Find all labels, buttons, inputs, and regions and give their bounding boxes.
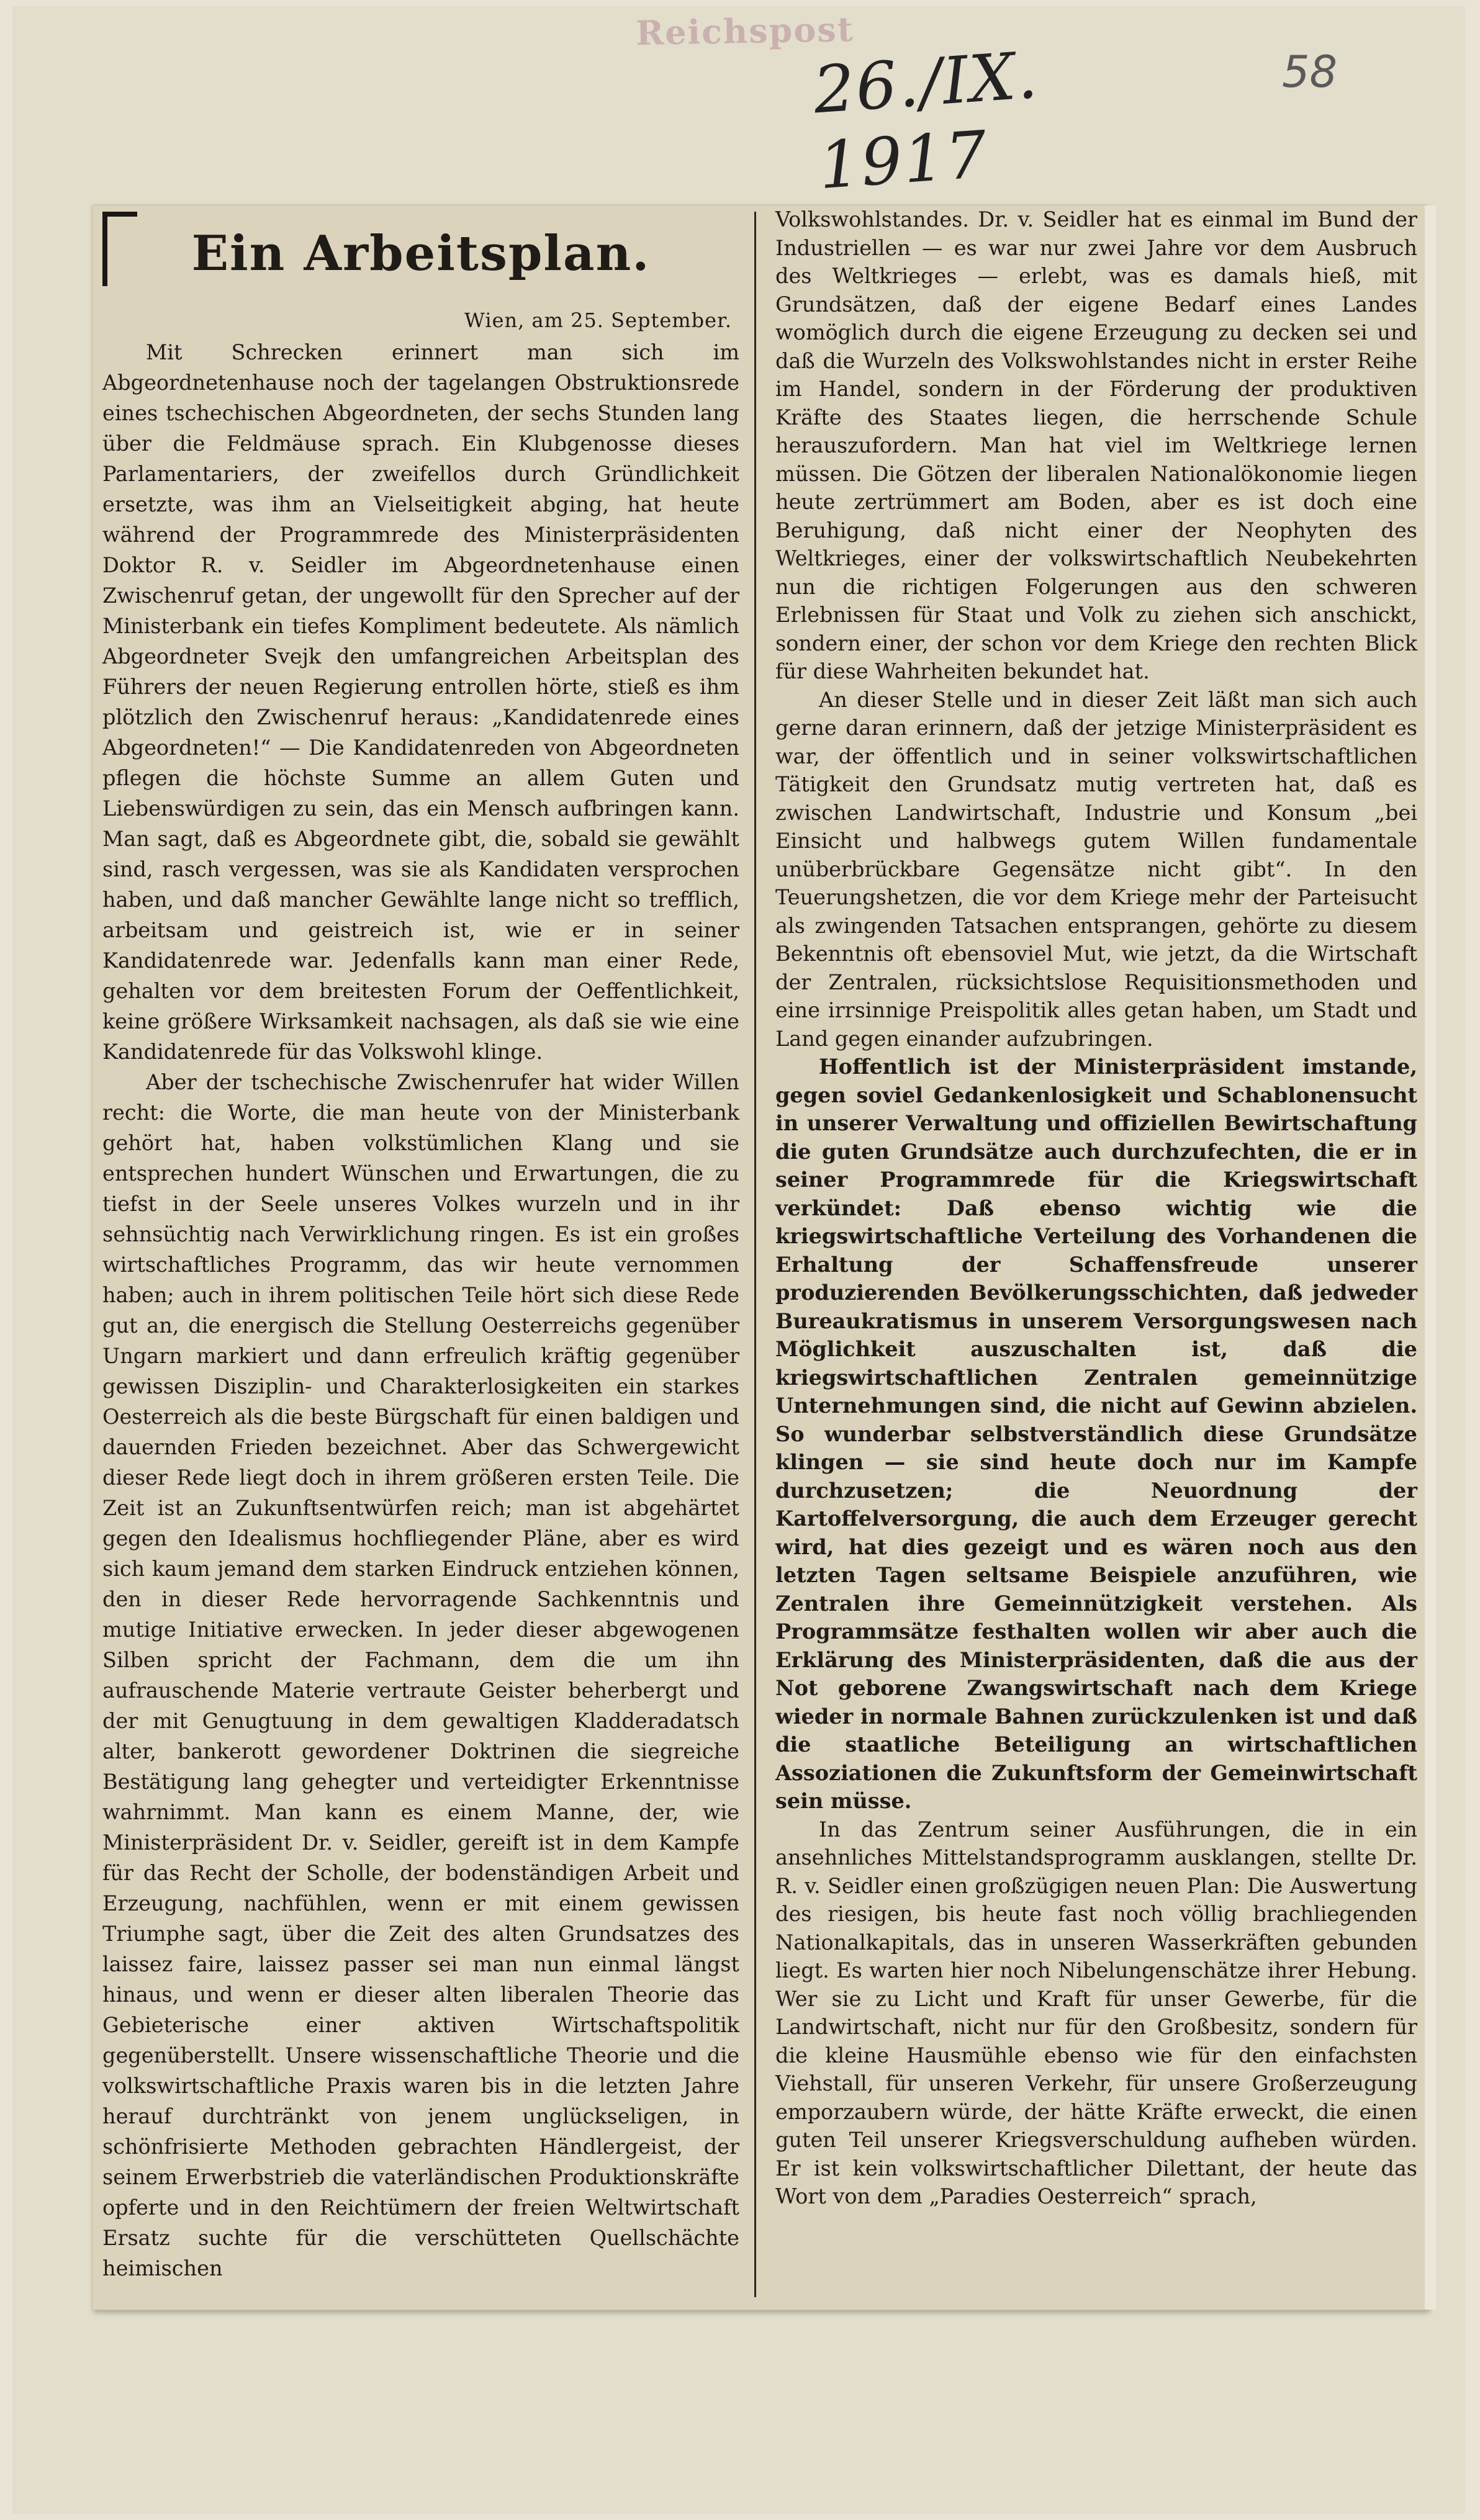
archive-stamp: Reichspost <box>635 9 855 53</box>
right-paragraph-2: An dieser Stelle und in dieser Zeit läßt man sich auch gerne daran erinnern, daß der jetzige Ministerpräsident es war, der öffentlich und in seiner volkswirtschaftlichen Tätigkeit den Grundsatz mutig vertreten hat, daß es zwischen Landwirtschaft, Industrie und Konsum „bei Einsicht und halbwegs gutem Willen fundamentale unüberbrückbare Gegensätze nicht gibt“. In den Teuerungshetzen, die vor dem Kriege mehr der Parteisucht als zwingenden Tatsachen entsprangen, gehörte zu diesem Bekenntnis oft ebensoviel Mut, wie jetzt, da die Wirtschaft der Zentralen, rücksichtslose Requisitionsmethoden und eine irrsinnige Preispolitik alles getan haben, um Stadt und Land gegen einander aufzubringen. <box>775 687 1417 1051</box>
newspaper-clipping <box>92 205 1428 2310</box>
handwritten-date: 26./IX. 1917 <box>811 37 1041 204</box>
article-dateline: Wien, am 25. September. <box>464 308 732 332</box>
column-divider <box>754 212 756 2297</box>
right-paragraph-bold: Hoffentlich ist der Ministerpräsident imstande, gegen soviel Gedankenlosigkeit und Schablonensucht in unserer Verwaltung und offiziellen Bewirtschaftung die guten Grundsätze auch durchzufechten, die er in seiner Programmrede für die Kriegswirtschaft verkündet: Daß ebenso wichtig wie die kriegswirtschaftliche Verteilung des Vorhandenen die Erhaltung der Schaffensfreude unserer produzierenden Bevölkerungsschichten, daß jedweder Bureaukratismus in unserem Versorgungswesen nach Möglichkeit auszuschalten ist, daß die kriegswirtschaftlichen Zentralen gemeinnützige Unternehmungen sind, die nicht auf Gewinn abzielen. So wunderbar selbstverständlich diese Grundsätze klingen — sie sind heute doch nur im Kampfe durchzusetzen; die Neuordnung der Kartoffelversorgung, die auch dem Erzeuger gerecht wird, hat dies gezeigt und es wären noch aus den letzten Tagen seltsame Beispiele anzuführen, wie Zentralen ihre Gemeinnützigkeit verstehen. Als Programmsätze festhalten wollen wir aber auch die Erklärung des Ministerpräsidenten, daß die aus der Not geborene Zwangswirtschaft nach dem Kriege wieder in normale Bahnen zurückzulenken ist und daß die staatliche Beteiligung an wirtschaftlichen Assoziationen die Zukunftsform der Gemeinwirtschaft sein müsse. <box>775 1055 1417 1813</box>
paper-edge <box>1425 205 1436 2310</box>
left-paragraph-1: Mit Schrecken erinnert man sich im Abgeordnetenhause noch der tagelangen Obstruktionsrede eines tschechischen Abgeordneten, der sechs Stunden lang über die Feldmäuse sprach. Ein Klubgenosse dieses Parlamentariers, der zweifellos durch Gründlichkeit ersetzte, was ihm an Vielseitigkeit abging, hat heute während der Programmrede des Ministerpräsidenten Doktor R. v. Seidler im Abgeordnetenhause einen Zwischenruf getan, der ungewollt für den Sprecher auf der Ministerbank ein tiefes Kompliment bedeutete. Als nämlich Abgeordneter Svejk den umfangreichen Arbeitsplan des Führers der neuen Regierung entrollen hörte, stieß es ihm plötzlich den Zwischenruf heraus: „Kandidatenrede eines Abgeordneten!“ — Die Kandidatenreden von Abgeordneten pflegen die höchste Summe an allem Guten und Liebenswürdigen zu sein, das ein Mensch aufbringen kann. Man sagt, daß es Abgeordnete gibt, die, sobald sie gewählt sind, rasch vergessen, was sie als Kandidaten versprochen haben, und daß mancher Gewählte lange nicht so trefflich, arbeitsam und geistreich ist, wie er in seiner Kandidatenrede war. Jedenfalls kann man einer Rede, gehalten vor dem breitesten Forum der Oeffentlichkeit, keine größere Wirksamkeit nachsagen, als daß sie wie eine Kandidatenrede für das Volkswohl klinge. <box>102 340 739 1064</box>
article-title: Ein Arbeitsplan. <box>191 225 651 282</box>
headline-bracket <box>102 212 107 286</box>
right-paragraph-1: Volkswohlstandes. Dr. v. Seidler hat es einmal im Bund der Industriellen — es war nur zwei Jahre vor dem Ausbruch des Weltkrieges — erlebt, was es damals hieß, mit Grundsätzen, daß der eigene Bedarf eines Landes womöglich durch die eigene Erzeugung zu decken sei und daß die Wurzeln des Volkswohlstandes nicht in erster Reihe im Handel, sondern in der Förderung der produktiven Kräfte des Staates liegen, die herrschende Schule herauszufordern. Man hat viel im Weltkriege lernen müssen. Die Götzen der liberalen Nationalökonomie liegen heute zertrümmert am Boden, aber es ist doch eine Beruhigung, daß nicht einer der Neophyten des Weltkrieges, einer der volkswirtschaftlich Neubekehrten nun die richtigen Folgerungen aus den schweren Erlebnissen für Staat und Volk zu ziehen sich anschickt, sondern einer, der schon vor dem Kriege den rechten Blick für diese Wahrheiten bekundet hat. <box>775 207 1417 683</box>
page-number: 58 <box>1282 47 1338 97</box>
left-paragraph-2: Aber der tschechische Zwischenrufer hat wider Willen recht: die Worte, die man heute von der Ministerbank gehört hat, haben volkstümlichen Klang und sie entsprechen hundert Wünschen und Erwartungen, die zu tiefst in der Seele unseres Volkes wurzeln und in ihr sehnsüchtig nach Verwirklichung ringen. Es ist ein großes wirtschaftliches Programm, das wir heute vernommen haben; auch in ihrem politischen Teile hört sich diese Rede gut an, die energisch die Stellung Oesterreichs gegenüber Ungarn markiert und dann erfreulich kräftig gegenüber gewissen Disziplin- und Charakterlosigkeiten ein starkes Oesterreich als die beste Bürgschaft für einen baldigen und dauernden Frieden bezeichnet. Aber das Schwergewicht dieser Rede liegt doch in ihrem größeren ersten Teile. Die Zeit ist an Zukunftsentwürfen reich; man ist abgehärtet gegen den Idealismus hochfliegender Pläne, aber es wird sich kaum jemand dem starken Eindruck entziehen können, den in dieser Rede hervorragende Sachkenntnis und mutige Initiative erwecken. In jeder dieser abgewogenen Silben spricht der Fachmann, dem die um ihn aufrauschende Materie vertraute Geister beherbergt und der mit Genugtuung in dem gewaltigen Kladderadatsch alter, bankerott gewordener Doktrinen die siegreiche Bestätigung lang gehegter und verteidigter Erkenntnisse wahrnimmt. Man kann es einem Manne, der, wie Ministerpräsident Dr. v. Seidler, gereift ist in dem Kampfe für das Recht der Scholle, der bodenständigen Arbeit und Erzeugung, nachfühlen, wenn er mit einem gewissen Triumphe sagt, über die Zeit des alten Grundsatzes des laissez faire, laissez passer sei man nun einmal längst hinaus, und wenn er dieser alten liberalen Theorie das Gebieterische einer aktiven Wirtschaftspolitik gegenüberstellt. Unsere wissenschaftliche Theorie und die volkswirtschaftliche Praxis waren bis in die letzten Jahre herauf durchtränkt von jenem unglückseligen, in schönfrisierte Methoden gebrachten Händlergeist, der seinem Erwerbstrieb die vaterländischen Produktionskräfte opferte und in den Reichtümern der freien Weltwirtschaft Ersatz suchte für die verschütteten Quellschächte heimischen <box>102 1070 739 2280</box>
headline-bracket-cap <box>102 212 137 217</box>
article-right-column <box>767 205 1425 2211</box>
article-left-column <box>92 205 751 2284</box>
right-paragraph-final: In das Zentrum seiner Ausführungen, die in ein ansehnliches Mittelstandsprogramm ausklangen, stellte Dr. R. v. Seidler einen großzügigen neuen Plan: Die Auswertung des riesigen, bis heute fast noch völlig brachliegenden Nationalkapitals, das in unseren Wasserkräften gebunden liegt. Es warten hier noch Nibelungenschätze ihrer Hebung. Wer sie zu Licht und Kraft für unser Gewerbe, für die Landwirtschaft, nicht nur für den Großbesitz, sondern für die kleine Hausmühle ebenso wie für den einfachsten Viehstall, für unseren Verkehr, für unsere Großerzeugung emporzaubern würde, der hätte Kräfte erweckt, die einen guten Teil unserer Kriegsverschuldung aufheben würden. Er ist kein volkswirtschaftlicher Dilettant, der heute das Wort von dem „Paradies Oesterreich“ sprach, <box>775 1817 1417 2208</box>
